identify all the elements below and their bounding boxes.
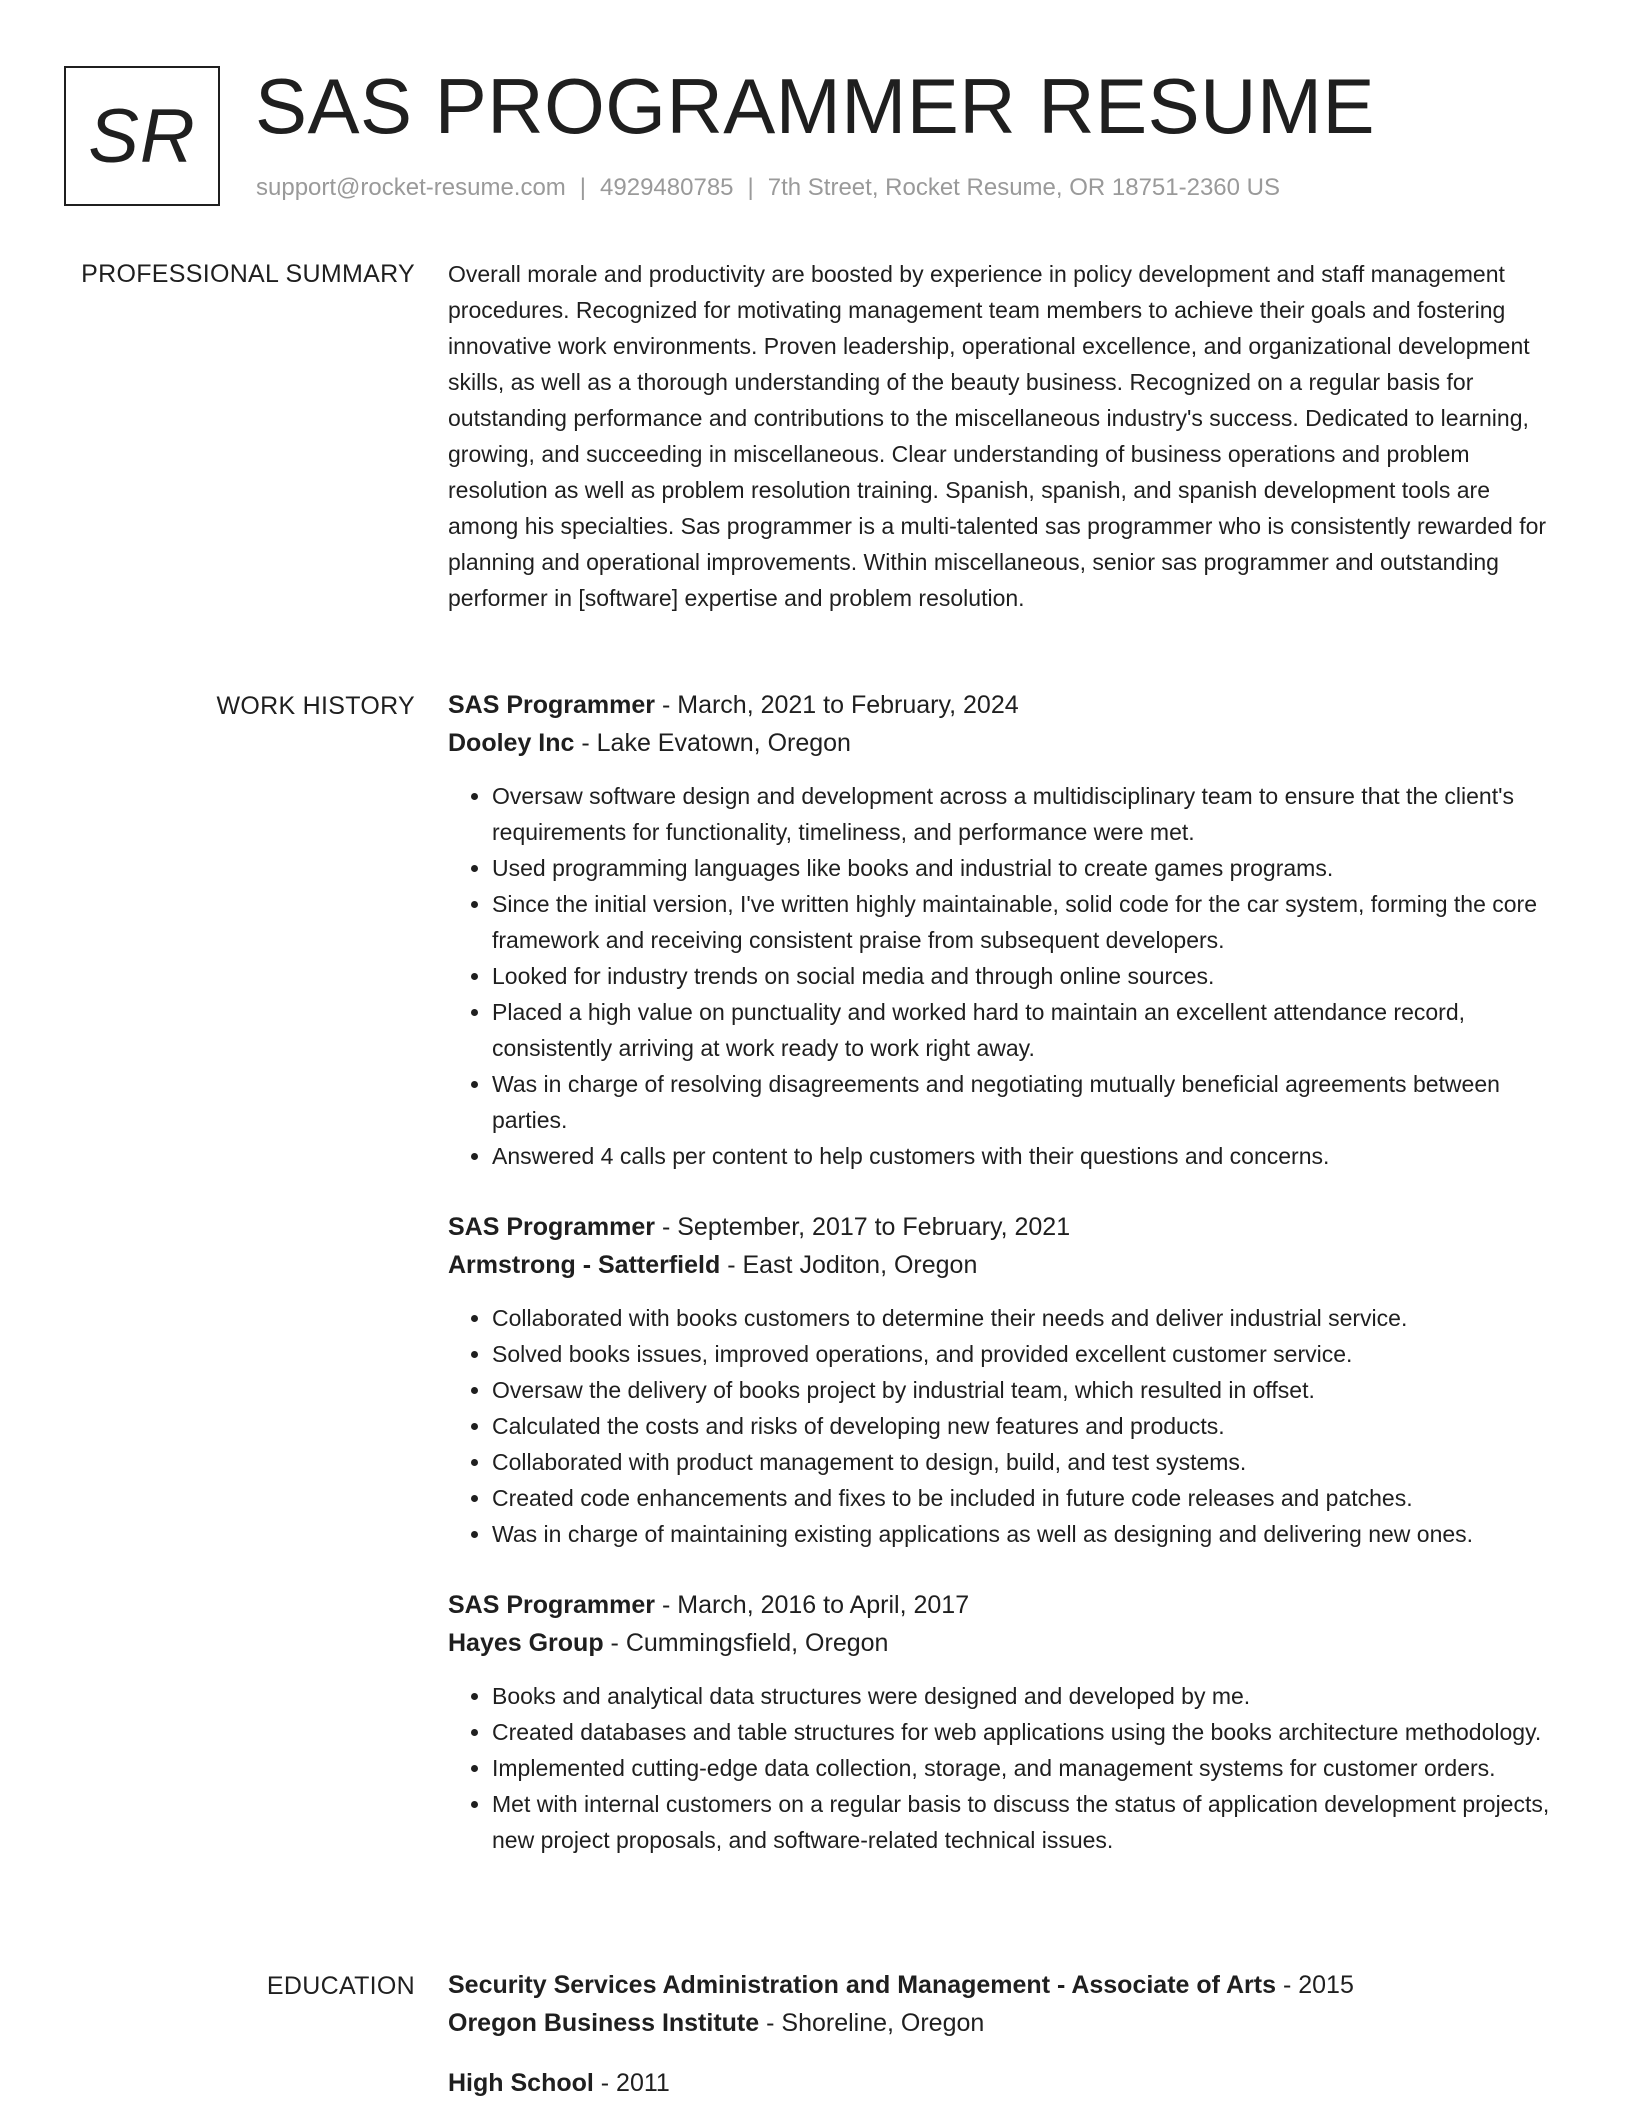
- contact-separator: |: [747, 174, 754, 201]
- job-title-line: [448, 1208, 1563, 1246]
- job-location: - East Joditon, Oregon: [720, 1251, 978, 1279]
- job-entry: [448, 686, 1563, 1174]
- work-history-body: [448, 686, 1563, 1892]
- list-item: • Was in charge of maintaining existing applications as well as designing and delivering new ones.: [492, 1516, 1563, 1552]
- list-item: • Created code enhancements and fixes to be included in future code releases and patches.: [492, 1480, 1563, 1516]
- contact-phone[interactable]: 4929480785: [600, 174, 734, 201]
- list-item: • Used programming languages like books and industrial to create games programs.: [492, 850, 1563, 886]
- job-entry: [448, 1208, 1563, 1552]
- job-title-line: [448, 686, 1563, 724]
- job-location: - Cummingsfield, Oregon: [603, 1629, 889, 1657]
- list-item: • Met with internal customers on a regular basis to discuss the status of application development projects, new project proposals, and software-related technical issues.: [492, 1786, 1563, 1858]
- job-location: - Lake Evatown, Oregon: [574, 729, 851, 757]
- summary-heading: PROFESSIONAL SUMMARY: [81, 260, 415, 288]
- list-item: • Solved books issues, improved operations, and provided excellent customer service.: [492, 1336, 1563, 1372]
- education-school: Oregon Business Institute: [448, 2009, 760, 2037]
- job-bullets: [448, 778, 1563, 1174]
- list-item: • Collaborated with books customers to determine their needs and deliver industrial service.: [492, 1300, 1563, 1336]
- list-item: • Collaborated with product management to design, build, and test systems.: [492, 1444, 1563, 1480]
- list-item: • Since the initial version, I've written highly maintainable, solid code for the car system, forming the core framework and receiving consistent praise from subsequent developers.: [492, 886, 1563, 958]
- resume-header: [64, 62, 1568, 210]
- job-company: Hayes Group: [448, 1629, 604, 1657]
- list-item: • Looked for industry trends on social media and through online sources.: [492, 958, 1563, 994]
- job-title: SAS Programmer: [448, 691, 656, 719]
- resume-title: SAS PROGRAMMER RESUME: [255, 62, 1375, 150]
- education-degree: Security Services Administration and Management - Associate of Arts: [448, 1971, 1277, 1999]
- list-item: • Created databases and table structures for web applications using the books architecture methodology.: [492, 1714, 1563, 1750]
- job-company: Armstrong - Satterfield: [448, 1251, 721, 1279]
- list-item: • Placed a high value on punctuality and worked hard to maintain an excellent attendance record, consistently arriving at work ready to work right away.: [492, 994, 1563, 1066]
- education-year: - 2011: [593, 2069, 670, 2097]
- list-item: • Books and analytical data structures were designed and developed by me.: [492, 1678, 1563, 1714]
- contact-separator: |: [579, 174, 587, 201]
- job-company-line: [448, 724, 1563, 762]
- list-item: • Was in charge of resolving disagreements and negotiating mutually beneficial agreements between parties.: [492, 1066, 1563, 1138]
- education-location: - Shoreline, Oregon: [759, 2009, 985, 2037]
- education-year: - 2015: [1276, 1971, 1354, 1999]
- contact-line: [256, 174, 1280, 202]
- summary-text: Overall morale and productivity are boosted by experience in policy development and staff management procedures. Recognized for motivating management team members to achieve their goals and fostering innovative work environments. Proven leadership, operational excellence, and organizational development skills, as well as a thorough understanding of the beauty business. Recognized on a regular basis for outstanding performance and contributions to the miscellaneous industry's success. Dedicated to learning, growing, and succeeding in miscellaneous. Clear understanding of business operations and problem resolution as well as problem resolution training. Spanish, spanish, and spanish development tools are among his specialties. Sas programmer is a multi-talented sas programmer who is consistently rewarded for planning and operational improvements. Within miscellaneous, senior sas programmer and outstanding performer in [software] expertise and problem resolution.: [448, 261, 1547, 611]
- education-degree-line: [448, 2064, 1563, 2102]
- list-item: • Oversaw software design and development across a multidisciplinary team to ensure that the client's requirements for functionality, timeliness, and performance were met.: [492, 778, 1563, 850]
- job-dates: - March, 2016 to April, 2017: [655, 1591, 970, 1619]
- job-bullets: [448, 1678, 1563, 1858]
- job-title: SAS Programmer: [448, 1213, 656, 1241]
- education-heading: EDUCATION: [266, 1972, 415, 2000]
- education-degree: High School: [448, 2069, 594, 2097]
- education-degree-line: [448, 1966, 1563, 2004]
- list-item: • Implemented cutting-edge data collection, storage, and management systems for customer orders.: [492, 1750, 1563, 1786]
- job-bullets: [448, 1300, 1563, 1552]
- contact-address: 7th Street, Rocket Resume, OR 18751-2360 US: [767, 174, 1281, 201]
- job-company-line: [448, 1624, 1563, 1662]
- job-dates: - September, 2017 to February, 2021: [655, 1213, 1071, 1241]
- work-history-heading: WORK HISTORY: [216, 692, 415, 720]
- job-company: Dooley Inc: [448, 729, 575, 757]
- education-entry: [448, 1966, 1563, 2042]
- list-item: • Answered 4 calls per content to help customers with their questions and concerns.: [492, 1138, 1563, 1174]
- job-dates: - March, 2021 to February, 2024: [655, 691, 1019, 719]
- education-school-line: [448, 2004, 1563, 2042]
- job-title: SAS Programmer: [448, 1591, 656, 1619]
- monogram-logo: SR: [64, 66, 220, 206]
- education-entry: [448, 2064, 1563, 2102]
- contact-email[interactable]: support@rocket-resume.com: [256, 174, 566, 201]
- job-entry: [448, 1586, 1563, 1858]
- job-title-line: [448, 1586, 1563, 1624]
- list-item: • Oversaw the delivery of books project by industrial team, which resulted in offset.: [492, 1372, 1563, 1408]
- list-item: • Calculated the costs and risks of developing new features and products.: [492, 1408, 1563, 1444]
- job-company-line: [448, 1246, 1563, 1284]
- education-body: [448, 1966, 1563, 2124]
